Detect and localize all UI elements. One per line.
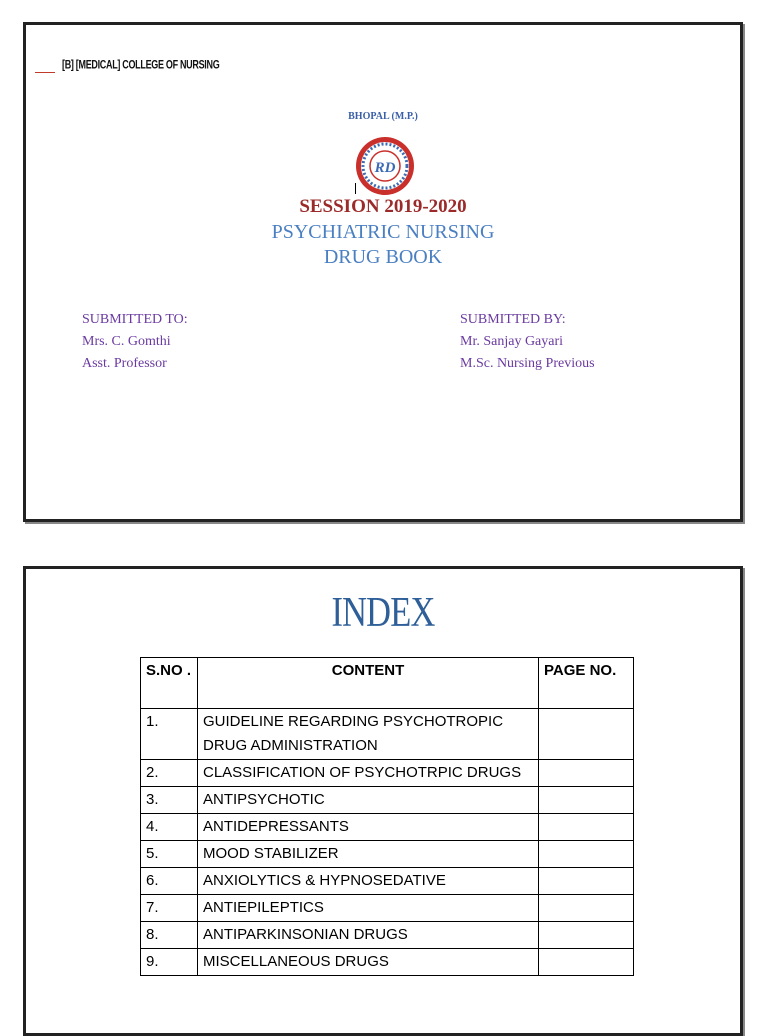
- row-page: [539, 841, 634, 868]
- red-underline-mark: [35, 72, 55, 73]
- index-table: [140, 657, 634, 976]
- cover-page: [23, 22, 743, 522]
- row-page: [539, 895, 634, 922]
- submitted-by-heading: SUBMITTED BY:: [460, 312, 566, 327]
- row-sno: 5.: [141, 841, 198, 868]
- submitted-by-designation: M.Sc. Nursing Previous: [460, 356, 595, 371]
- submitted-to-designation: Asst. Professor: [82, 356, 167, 371]
- table-row: [141, 787, 634, 814]
- submitted-by-name: Mr. Sanjay Gayari: [460, 334, 564, 349]
- row-sno: 1.: [141, 709, 198, 760]
- row-content: ANTIEPILEPTICS: [198, 895, 539, 922]
- row-page: [539, 709, 634, 760]
- row-sno: 9.: [141, 949, 198, 976]
- subject-title: PSYCHIATRIC NURSING: [271, 221, 495, 243]
- row-content: ANTIPSYCHOTIC: [198, 787, 539, 814]
- submitted-to-heading: SUBMITTED TO:: [82, 312, 188, 327]
- row-page: [539, 922, 634, 949]
- submitted-by-block: [460, 309, 595, 375]
- row-sno: 8.: [141, 922, 198, 949]
- table-row: [141, 814, 634, 841]
- header-content: CONTENT: [198, 658, 539, 709]
- table-row: [141, 760, 634, 787]
- row-content: ANXIOLYTICS & HYPNOSEDATIVE: [198, 868, 539, 895]
- index-header-row: [141, 658, 634, 709]
- row-content: MOOD STABILIZER: [198, 841, 539, 868]
- header-page-no: PAGE NO.: [539, 658, 634, 709]
- row-page: [539, 760, 634, 787]
- row-content: ANTIDEPRESSANTS: [198, 814, 539, 841]
- row-page: [539, 814, 634, 841]
- city-label: BHOPAL (M.P.): [348, 111, 418, 122]
- submitted-to-block: [82, 309, 188, 375]
- table-row: [141, 868, 634, 895]
- table-row: [141, 895, 634, 922]
- row-sno: 3.: [141, 787, 198, 814]
- header-sno: S.NO .: [141, 658, 198, 709]
- table-row: [141, 709, 634, 760]
- college-seal-logo-icon: [354, 135, 416, 197]
- table-row: [141, 841, 634, 868]
- book-title: DRUG BOOK: [323, 246, 443, 268]
- row-content: CLASSIFICATION OF PSYCHOTRPIC DRUGS: [198, 760, 539, 787]
- index-title: INDEX: [331, 590, 435, 636]
- row-page: [539, 868, 634, 895]
- row-sno: 6.: [141, 868, 198, 895]
- submitted-to-name: Mrs. C. Gomthi: [82, 334, 171, 349]
- college-name: [B] [MEDICAL] COLLEGE OF NURSING: [62, 58, 220, 71]
- text-cursor: [355, 183, 356, 194]
- row-sno: 4.: [141, 814, 198, 841]
- table-row: [141, 949, 634, 976]
- row-content: ANTIPARKINSONIAN DRUGS: [198, 922, 539, 949]
- row-page: [539, 787, 634, 814]
- row-sno: 7.: [141, 895, 198, 922]
- svg-text:RD: RD: [374, 160, 396, 176]
- session-title: SESSION 2019-2020: [299, 196, 467, 217]
- row-content: MISCELLANEOUS DRUGS: [198, 949, 539, 976]
- index-page: [23, 566, 743, 1036]
- row-page: [539, 949, 634, 976]
- row-sno: 2.: [141, 760, 198, 787]
- row-content: GUIDELINE REGARDING PSYCHOTROPIC DRUG ADMINISTRATION: [198, 709, 539, 760]
- table-row: [141, 922, 634, 949]
